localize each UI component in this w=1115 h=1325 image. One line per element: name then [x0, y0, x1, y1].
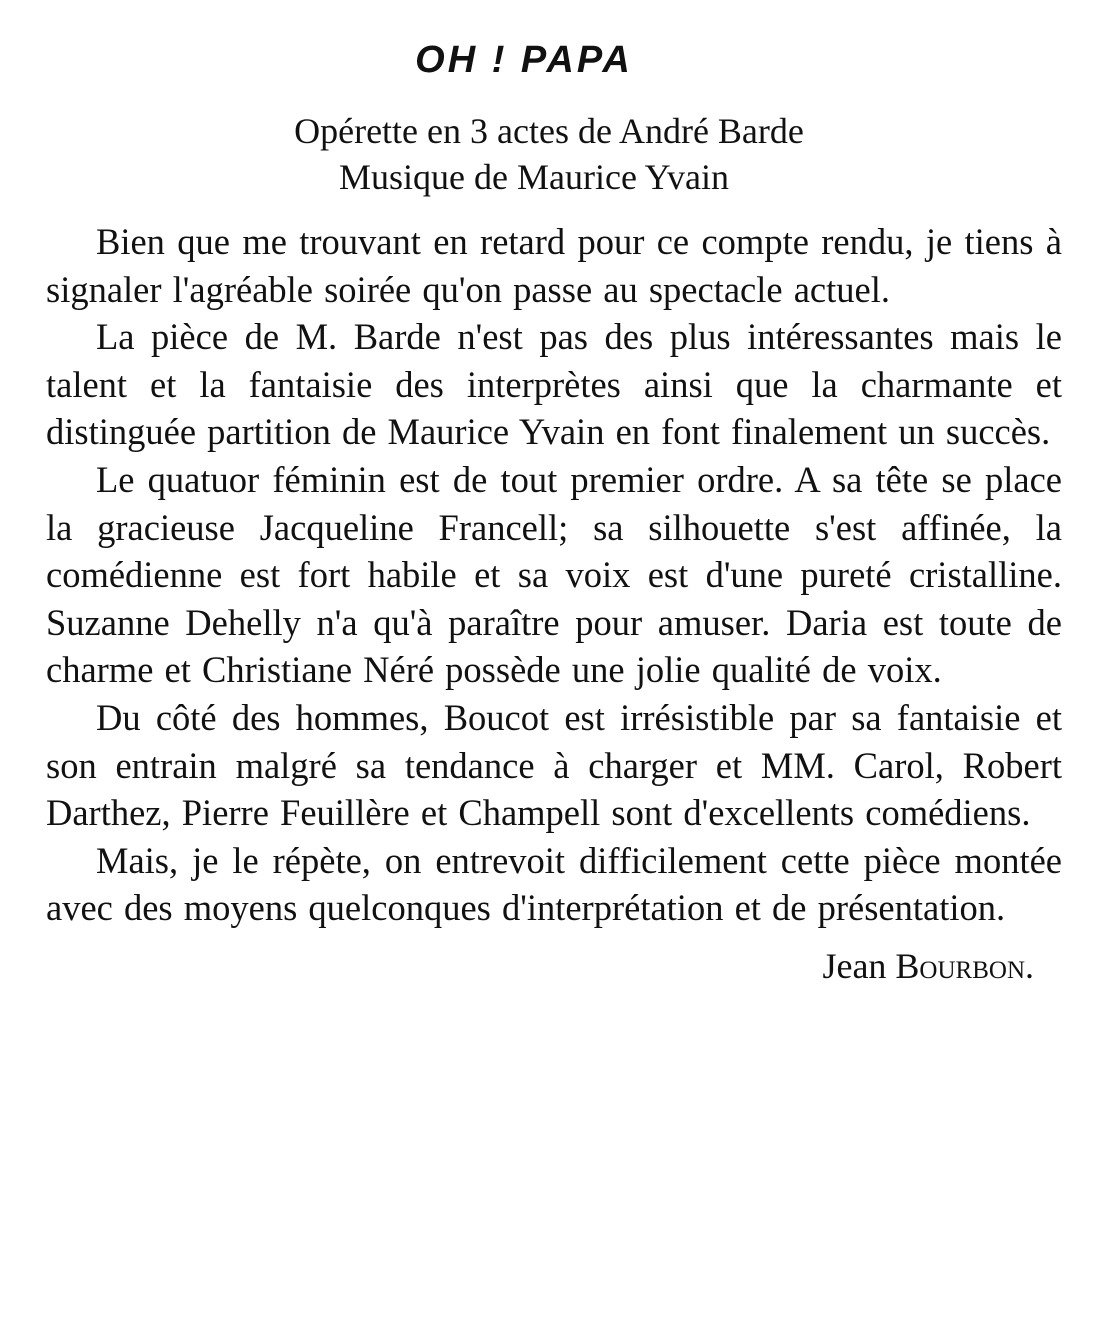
article-page — [46, 34, 1062, 990]
article-title: OH ! PAPA — [415, 39, 633, 81]
paragraph: Du côté des hommes, Boucot est irrésistible par sa fantaisie et son entrain malgré sa tendance à charger et MM. Carol, Robert Darthez, Pierre Feuillère et Champell sont d'excellents comédiens. — [46, 696, 1062, 834]
signature-last-name: Bourbon. — [895, 945, 1034, 986]
paragraph: Le quatuor féminin est de tout premier ordre. A sa tête se place la gracieuse Jacqueline Francell; sa silhouette s'est affinée, la comédienne est fort habile et sa voix est d'une pureté cristalline. Suzanne Dehelly n'a qu'à paraître pour amuser. Daria est toute de charme et Christiane Néré possède une jolie qualité de voix. — [46, 458, 1062, 691]
article-body — [46, 218, 1062, 932]
author-signature — [46, 942, 1062, 990]
article-subtitle-music: Musique de Maurice Yvain — [339, 157, 729, 197]
article-subtitle-author: Opérette en 3 actes de André Barde — [294, 111, 804, 151]
paragraph: Mais, je le répète, on entrevoit difficilement cette pièce montée avec des moyens quelconques d'interprétation et de présentation. — [46, 839, 1062, 929]
paragraph: Bien que me trouvant en retard pour ce compte rendu, je tiens à signaler l'agréable soirée qu'on passe au spectacle actuel. — [46, 221, 1062, 310]
signature-first-name: Jean — [822, 945, 887, 986]
paragraph: La pièce de M. Barde n'est pas des plus intéressantes mais le talent et la fantaisie des interprètes ainsi que la charmante et distinguée partition de Maurice Yvain en font finalement un succès. — [46, 316, 1062, 453]
